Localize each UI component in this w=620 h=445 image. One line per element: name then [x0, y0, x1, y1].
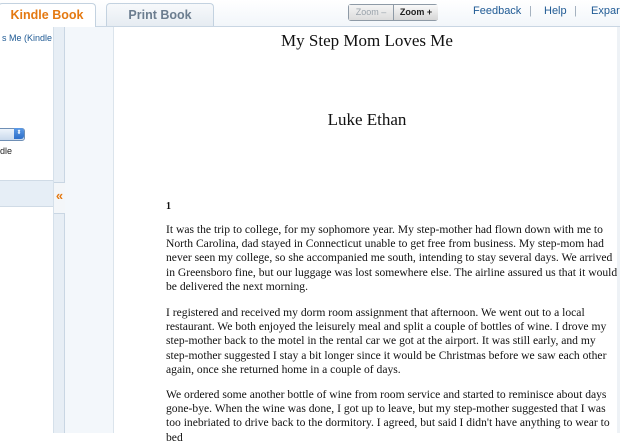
chapter-number: 1 [166, 201, 171, 212]
help-link[interactable]: Help [544, 5, 567, 17]
book-author: Luke Ethan [327, 110, 407, 129]
book-title: My Step Mom Loves Me [281, 31, 453, 50]
paragraph: I registered and received my dorm room assignment that afternoon. We went out to a local restaurant. We both enjoyed the leisurely meal and split a couple of bottles of wine. I drove my step-mother back to the motel in the rental car we got at the airport. It was still early, and my step-mother suggested I stay a bit longer since it would be Christmas before we saw each other again, once she returned home in a couple of days. [166, 306, 607, 376]
zoom-out-button[interactable]: Zoom – [349, 5, 393, 20]
collapse-column [54, 27, 65, 433]
link-separator: | [529, 5, 532, 17]
top-toolbar [0, 0, 620, 27]
sidebar-highlight-row[interactable] [0, 180, 53, 207]
reader-content [114, 27, 620, 444]
sidebar-label: dle [0, 146, 13, 156]
left-sidebar [0, 27, 54, 433]
zoom-control [348, 4, 438, 21]
paragraph: We ordered some another bottle of wine from room service and started to reminisce about days gone-bye. When the wine was done, I got up to leave, but my step-mother suggested that I was too inebriated to drive back to the dormitory. I agreed, but said I didn't have anything to wear to bed [166, 388, 610, 444]
expand-link[interactable]: Expar [591, 5, 620, 17]
tab-print-book[interactable]: Print Book [106, 3, 214, 26]
sidebar-dropdown[interactable] [0, 128, 25, 141]
sidebar-book-title[interactable]: s Me (Kindle [2, 33, 53, 43]
zoom-in-button[interactable]: Zoom + [393, 5, 438, 20]
link-separator: | [574, 5, 577, 17]
dropdown-arrow-icon: ⬍ [14, 128, 24, 139]
tab-kindle-book[interactable]: Kindle Book [0, 3, 96, 28]
collapse-sidebar-icon[interactable]: « [54, 182, 66, 214]
feedback-link[interactable]: Feedback [473, 5, 522, 17]
page-gutter [65, 27, 114, 433]
paragraph: It was the trip to college, for my sophomore year. My step-mother had flown down with me to North Carolina, dad stayed in Connecticut unable to get free from business. My step-mom had never seen my college, so she accompanied me south, intending to stay several days. We arrived in Greensboro fine, but our luggage was lost somewhere else. The airline assured us that it would be delivered the next morning. [166, 223, 618, 293]
